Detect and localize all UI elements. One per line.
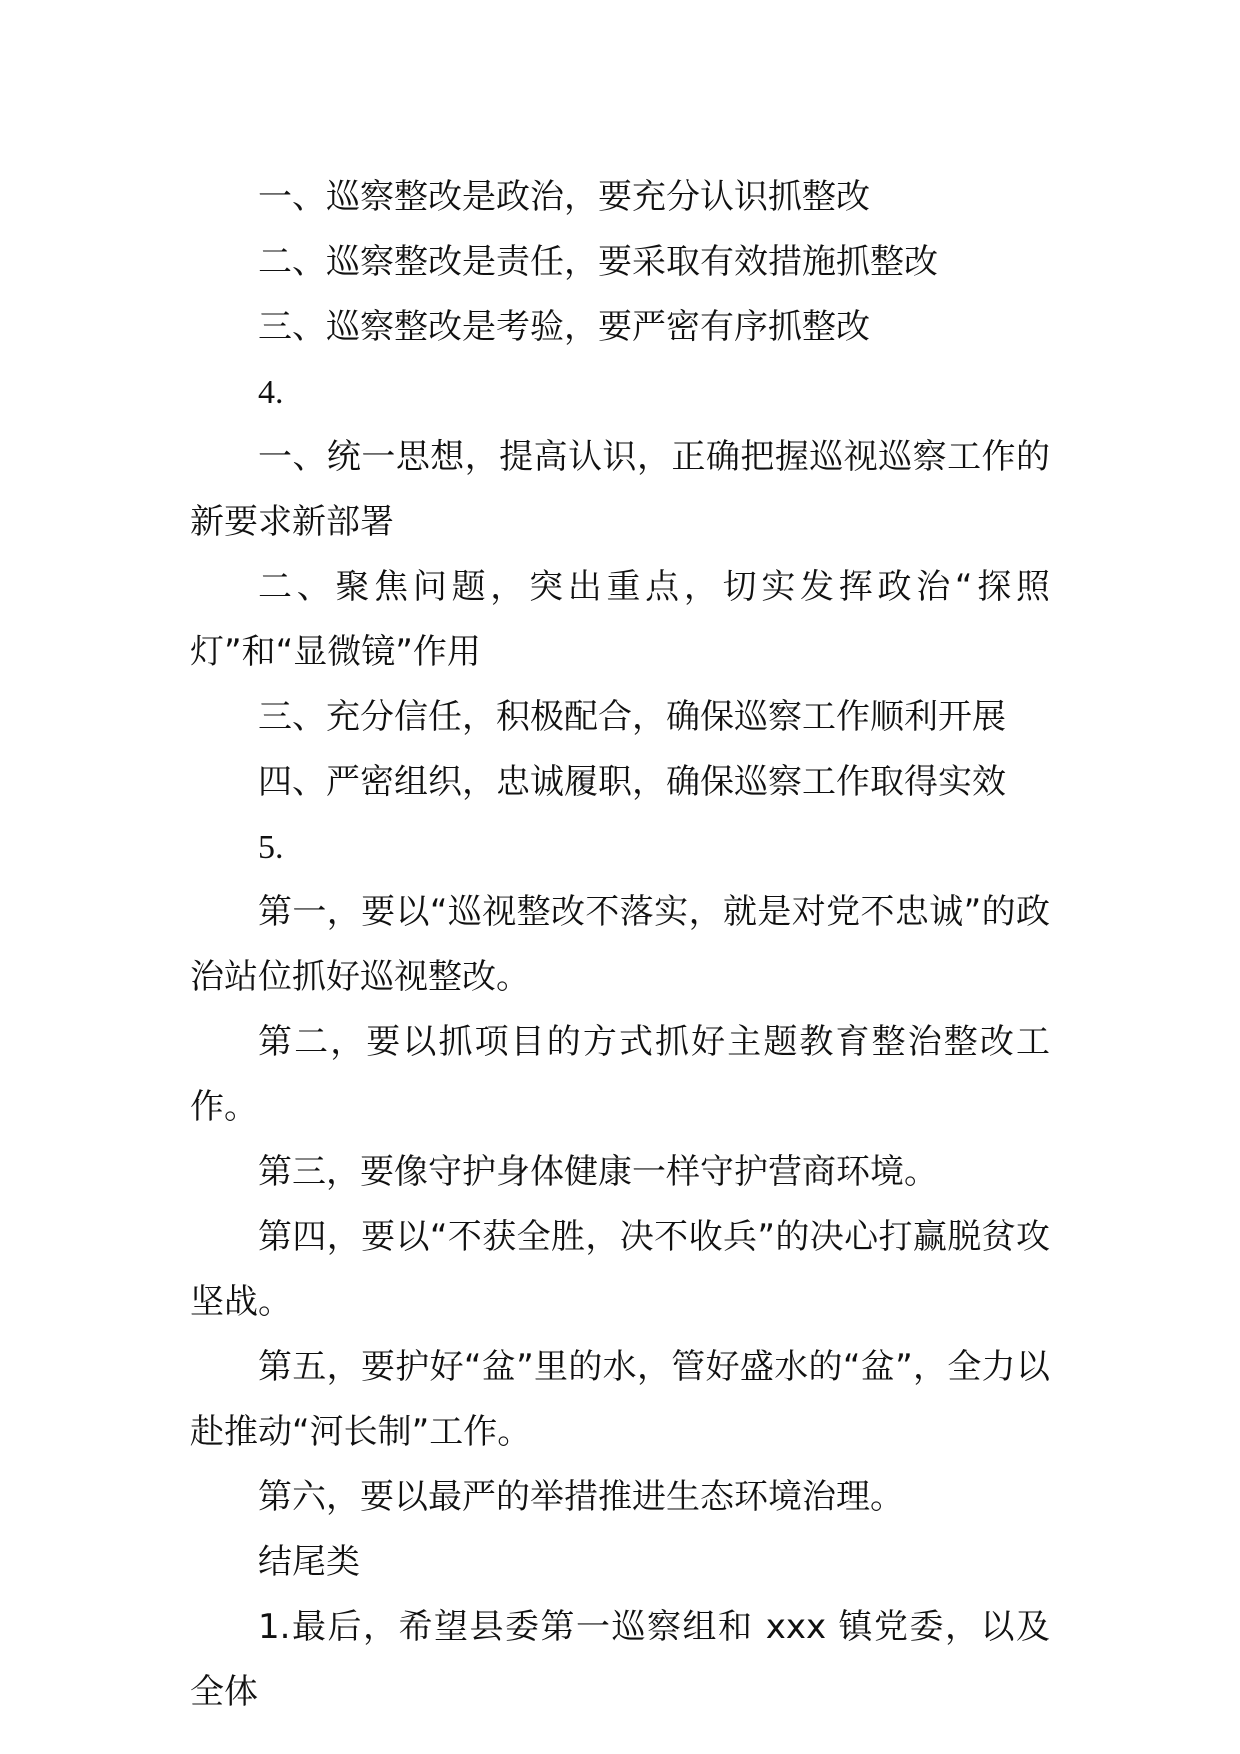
paragraph-2: 二、巡察整改是责任，要采取有效措施抓整改 bbox=[258, 242, 938, 282]
paragraph-8: 四、严密组织，忠诚履职，确保巡察工作取得实效 bbox=[258, 762, 1006, 802]
paragraph-13: 第四，要以“不获全胜，决不收兵”的决心打赢脱贫攻坚战。 bbox=[190, 1217, 1050, 1322]
section-heading-closing: 结尾类 bbox=[258, 1542, 360, 1582]
section-number-5: 5. bbox=[258, 829, 284, 866]
paragraph-17: 1.最后，希望县委第一巡察组和 xxx 镇党委，以及全体 bbox=[190, 1607, 1050, 1712]
paragraph-11: 第二，要以抓项目的方式抓好主题教育整治整改工作。 bbox=[190, 1022, 1050, 1127]
paragraph-14: 第五，要护好“盆”里的水，管好盛水的“盆”，全力以赴推动“河长制”工作。 bbox=[190, 1347, 1050, 1452]
paragraph-15: 第六，要以最严的举措推进生态环境治理。 bbox=[258, 1477, 904, 1517]
paragraph-10: 第一，要以“巡视整改不落实，就是对党不忠诚”的政治站位抓好巡视整改。 bbox=[190, 892, 1050, 997]
paragraph-3: 三、巡察整改是考验，要严密有序抓整改 bbox=[258, 307, 870, 347]
paragraph-7: 三、充分信任，积极配合，确保巡察工作顺利开展 bbox=[258, 697, 1006, 737]
document-body bbox=[190, 165, 1050, 1725]
paragraph-12: 第三，要像守护身体健康一样守护营商环境。 bbox=[258, 1152, 938, 1192]
section-number-4: 4. bbox=[258, 374, 284, 411]
paragraph-5: 一、统一思想，提高认识，正确把握巡视巡察工作的新要求新部署 bbox=[190, 437, 1050, 542]
paragraph-1: 一、巡察整改是政治，要充分认识抓整改 bbox=[258, 177, 870, 217]
paragraph-6: 二、聚焦问题，突出重点，切实发挥政治“探照灯”和“显微镜”作用 bbox=[190, 567, 1050, 672]
